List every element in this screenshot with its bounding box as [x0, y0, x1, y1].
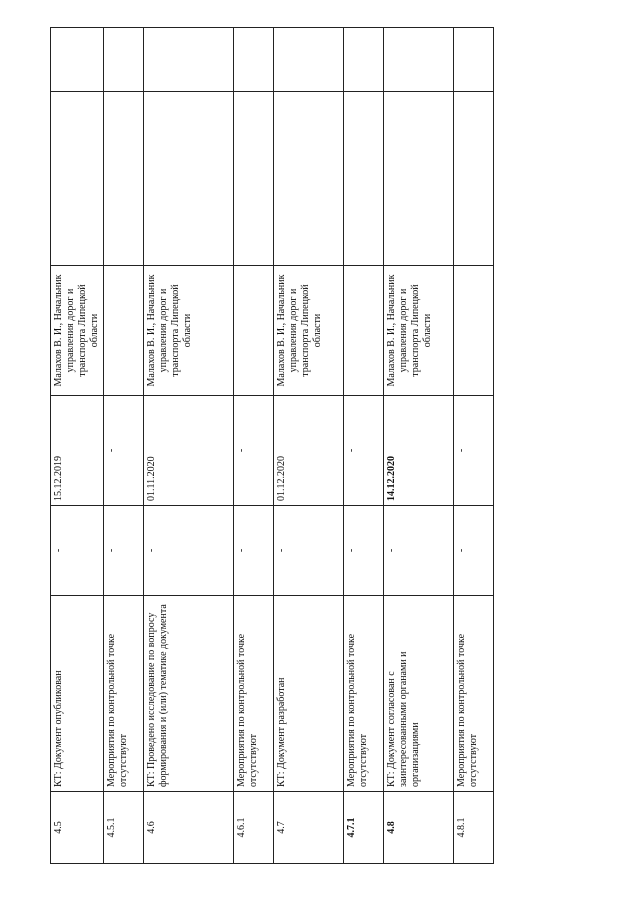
row-last: [344, 28, 384, 92]
row-responsible: [344, 266, 384, 396]
row-prev: -: [234, 506, 274, 596]
row-responsible: [454, 266, 494, 396]
table-row: [51, 28, 104, 864]
row-result: [144, 92, 234, 266]
control-points-table: [50, 27, 494, 864]
row-last: [384, 28, 454, 92]
table-row: [384, 28, 454, 864]
rotated-table-container: [50, 28, 479, 864]
row-number: 4.8: [384, 792, 454, 864]
row-result: [384, 92, 454, 266]
row-prev: -: [344, 506, 384, 596]
row-result: [344, 92, 384, 266]
row-responsible: [104, 266, 144, 396]
row-date: -: [234, 396, 274, 506]
row-name: КТ: Документ опубликован: [51, 596, 104, 792]
row-responsible: Малахов В. И., Начальник управления дорог и транспорта Липецкой области: [51, 266, 104, 396]
table-row: [344, 28, 384, 864]
row-responsible: Малахов В. И., Начальник управления дорог и транспорта Липецкой области: [144, 266, 234, 396]
row-result: [274, 92, 344, 266]
row-result: [234, 92, 274, 266]
row-prev: -: [144, 506, 234, 596]
row-number: 4.5: [51, 792, 104, 864]
row-prev: -: [384, 506, 454, 596]
row-prev: -: [454, 506, 494, 596]
row-prev: -: [104, 506, 144, 596]
row-result: [104, 92, 144, 266]
table-row: [274, 28, 344, 864]
row-result: [51, 92, 104, 266]
row-name: Мероприятия по контрольной точке отсутствуют: [234, 596, 274, 792]
row-result: [454, 92, 494, 266]
row-number: 4.7.1: [344, 792, 384, 864]
table-row: [104, 28, 144, 864]
row-number: 4.5.1: [104, 792, 144, 864]
row-responsible: Малахов В. И., Начальник управления дорог и транспорта Липецкой области: [274, 266, 344, 396]
row-last: [234, 28, 274, 92]
table-row: [144, 28, 234, 864]
row-name: Мероприятия по контрольной точке отсутствуют: [104, 596, 144, 792]
row-date: -: [454, 396, 494, 506]
row-date: -: [344, 396, 384, 506]
row-number: 4.7: [274, 792, 344, 864]
row-prev: -: [51, 506, 104, 596]
row-date: 14.12.2020: [384, 396, 454, 506]
row-last: [104, 28, 144, 92]
row-date: 01.12.2020: [274, 396, 344, 506]
row-name: Мероприятия по контрольной точке отсутствуют: [454, 596, 494, 792]
row-name: Мероприятия по контрольной точке отсутствуют: [344, 596, 384, 792]
row-responsible: Малахов В. И., Начальник управления дорог и транспорта Липецкой области: [384, 266, 454, 396]
row-number: 4.8.1: [454, 792, 494, 864]
row-name: КТ: Проведено исследование по вопросу формирования и (или) тематике документа: [144, 596, 234, 792]
row-prev: -: [274, 506, 344, 596]
row-number: 4.6.1: [234, 792, 274, 864]
row-last: [454, 28, 494, 92]
row-responsible: [234, 266, 274, 396]
row-number: 4.6: [144, 792, 234, 864]
row-date: -: [104, 396, 144, 506]
row-name: КТ: Документ разработан: [274, 596, 344, 792]
row-last: [144, 28, 234, 92]
row-date: 15.12.2019: [51, 396, 104, 506]
row-name: КТ: Документ согласован с заинтересованными органами и организациями: [384, 596, 454, 792]
table-row: [454, 28, 494, 864]
row-last: [274, 28, 344, 92]
table-row: [234, 28, 274, 864]
row-last: [51, 28, 104, 92]
row-date: 01.11.2020: [144, 396, 234, 506]
